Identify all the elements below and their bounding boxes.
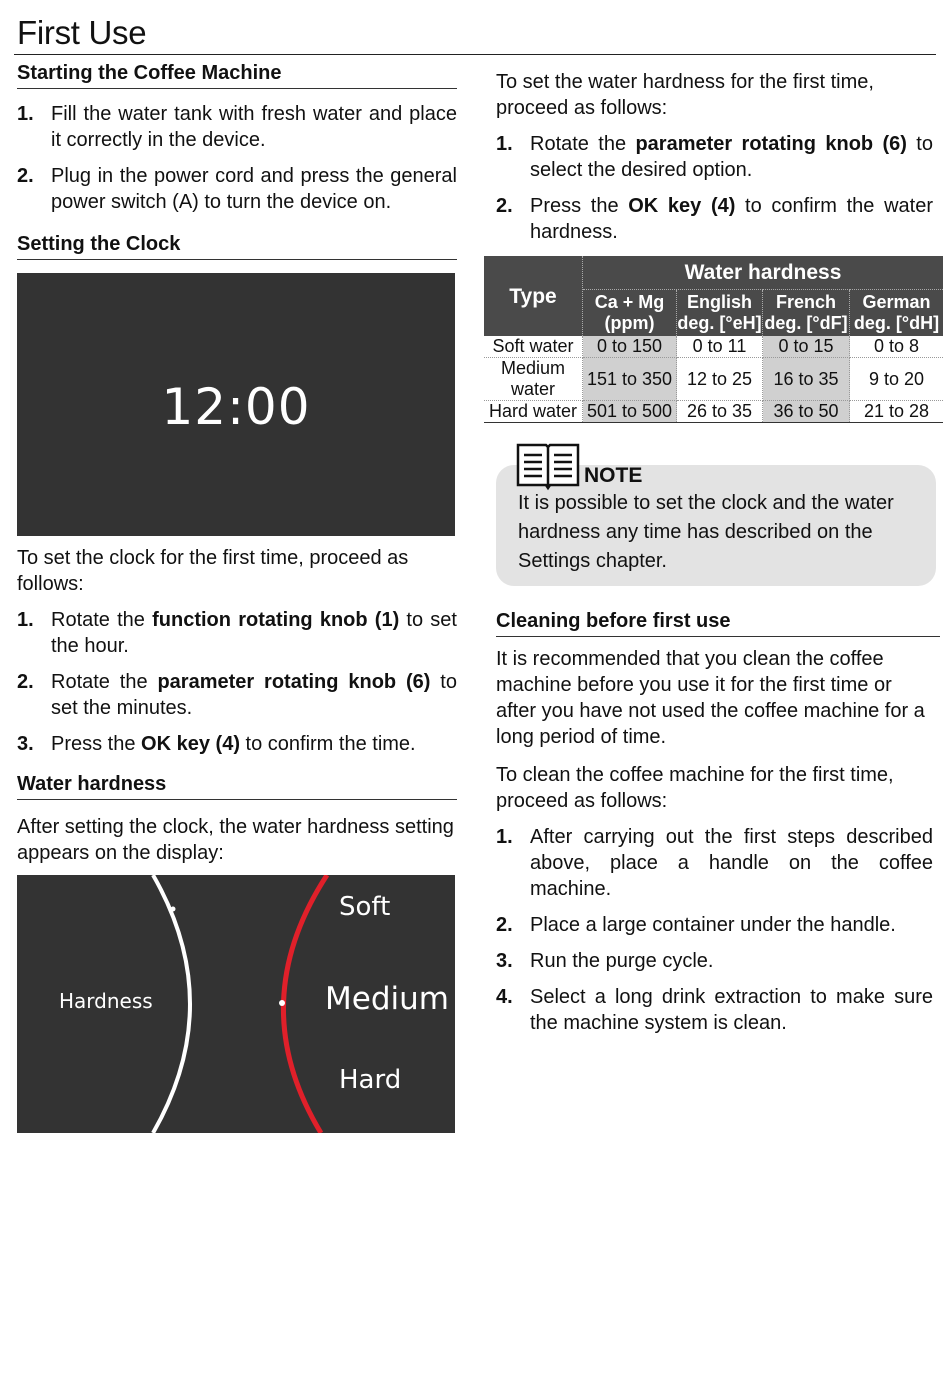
table-type-header: Type — [484, 256, 583, 336]
cell: 21 to 28 — [850, 401, 944, 423]
row-type: Medium water — [484, 358, 583, 401]
cell: 36 to 50 — [763, 401, 850, 423]
option-soft: Soft — [339, 892, 391, 922]
list-item: 1. Fill the water tank with fresh water and place it correctly in the device. — [17, 103, 457, 151]
water-hardness-table — [484, 256, 943, 423]
clock-heading: Setting the Clock — [17, 231, 457, 260]
table-row — [484, 358, 943, 401]
cell: 26 to 35 — [677, 401, 763, 423]
clock-display — [17, 273, 455, 536]
note-box — [496, 465, 936, 586]
list-item: 1. Rotate the function rotating knob (1) to set the hour. — [17, 609, 457, 657]
hardness-display — [17, 875, 455, 1133]
water-steps — [496, 131, 936, 245]
book-icon — [516, 441, 580, 491]
col-header: English deg. [°eH] — [677, 290, 763, 337]
cell: 0 to 8 — [850, 336, 944, 358]
list-item: 4. Select a long drink extraction to make sure the machine system is clean. — [496, 986, 933, 1034]
water-heading: Water hardness — [17, 771, 457, 800]
clock-intro: To set the clock for the first time, proceed as follows: — [17, 547, 409, 595]
option-medium: Medium — [325, 981, 449, 1017]
cell: 501 to 500 — [583, 401, 677, 423]
title-rule — [14, 54, 936, 55]
table-group-header: Water hardness — [583, 256, 944, 290]
cell: 0 to 150 — [583, 336, 677, 358]
page-title: First Use — [17, 14, 147, 51]
col-header: French deg. [°dF] — [763, 290, 850, 337]
note-title: NOTE — [584, 464, 643, 487]
hardness-white-arc — [153, 875, 190, 1133]
list-item: 2. Press the OK key (4) to confirm the water hardness. — [496, 195, 933, 243]
table-row — [484, 401, 943, 423]
col-header: German deg. [°dH] — [850, 290, 944, 337]
hardness-label: Hardness — [59, 989, 153, 1013]
list-item: 3. Press the OK key (4) to confirm the time. — [17, 733, 416, 755]
cell: 12 to 25 — [677, 358, 763, 401]
cleaning-steps — [496, 824, 936, 1036]
list-item: 3. Run the purge cycle. — [496, 950, 714, 972]
note-text: It is possible to set the clock and the water hardness any time has described on the Settings chapter. — [518, 492, 894, 572]
list-item: 2. Plug in the power cord and press the general power switch (A) to turn the device on. — [17, 165, 457, 213]
right-column — [488, 60, 940, 1036]
cell: 16 to 35 — [763, 358, 850, 401]
cleaning-para2: To clean the coffee machine for the first time, proceed as follows: — [496, 764, 894, 812]
starting-heading: Starting the Coffee Machine — [17, 60, 457, 89]
col-header: Ca + Mg (ppm) — [583, 290, 677, 337]
list-item: 2. Place a large container under the handle. — [496, 914, 896, 936]
list-item: 1. Rotate the parameter rotating knob (6) to select the desired option. — [496, 133, 933, 181]
list-item: 2. Rotate the parameter rotating knob (6) to set the minutes. — [17, 671, 457, 719]
hardness-red-arc — [283, 875, 327, 1133]
starting-steps — [17, 101, 457, 215]
list-item: 1. After carrying out the first steps described above, place a handle on the coffee machine. — [496, 826, 933, 900]
water-right-intro: To set the water hardness for the first time, proceed as follows: — [496, 71, 874, 119]
cell: 9 to 20 — [850, 358, 944, 401]
water-intro: After setting the clock, the water hardness setting appears on the display: — [17, 816, 454, 864]
row-type: Hard water — [484, 401, 583, 423]
clock-steps — [17, 607, 457, 757]
cell: 0 to 15 — [763, 336, 850, 358]
option-hard: Hard — [339, 1065, 402, 1095]
arc-tick — [171, 907, 176, 912]
cell: 151 to 350 — [583, 358, 677, 401]
cleaning-heading: Cleaning before first use — [496, 608, 940, 637]
row-type: Soft water — [484, 336, 583, 358]
selection-dot — [279, 1000, 285, 1006]
cleaning-para1: It is recommended that you clean the coffee machine before you use it for the first time or after you have not used the coffee machine for a long period of time. — [496, 648, 925, 748]
left-column — [17, 60, 457, 1133]
cell: 0 to 11 — [677, 336, 763, 358]
table-row — [484, 336, 943, 358]
clock-time: 12:00 — [161, 378, 311, 436]
